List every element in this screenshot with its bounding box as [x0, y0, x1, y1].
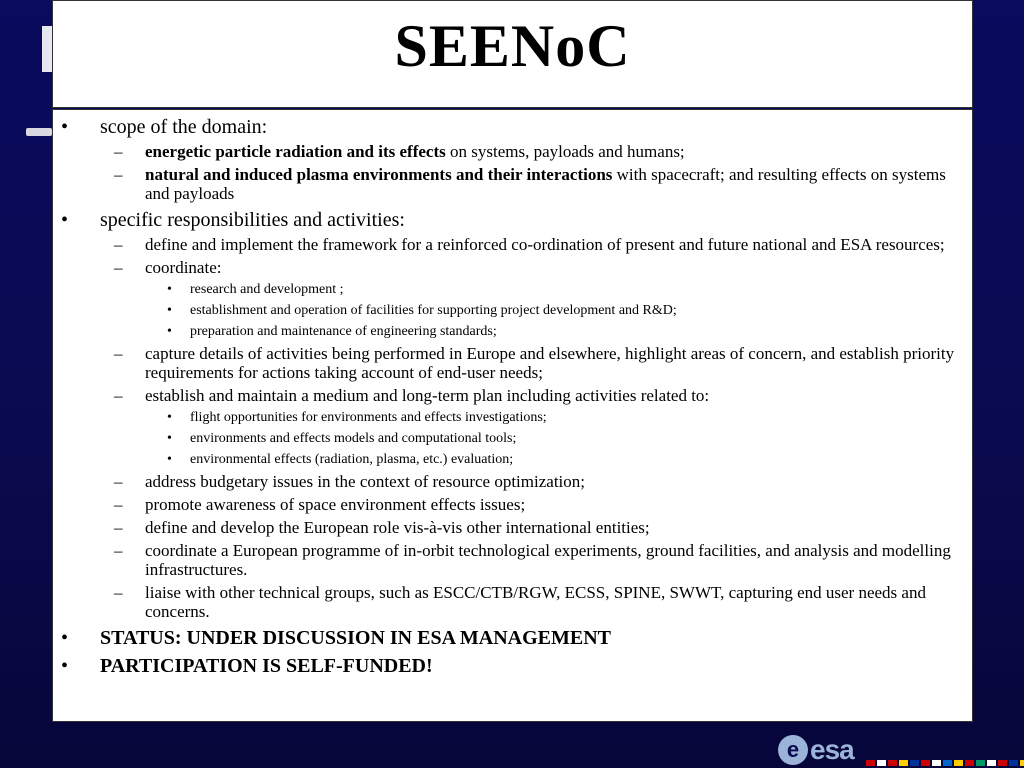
- flag-icon: [943, 760, 952, 766]
- sub-sub-bullet-text: establishment and operation of facilities for supporting project development and R&D;: [190, 303, 677, 318]
- background-bar: [26, 128, 52, 136]
- sub-sub-bullet-item: [145, 281, 958, 298]
- sub-bullet-bold-text: energetic particle radiation and its effects: [145, 142, 446, 161]
- dash-marker: –: [114, 386, 123, 405]
- flag-icon: [910, 760, 919, 766]
- sub-bullet-item: [100, 344, 958, 382]
- bullet-marker: •: [167, 324, 172, 339]
- sub-list: [100, 142, 972, 203]
- sub-sub-bullet-item: [145, 451, 958, 468]
- member-state-flags: [866, 760, 1024, 766]
- sub-sub-bullet-item: [145, 302, 958, 319]
- slide-title: SEENoC: [394, 12, 631, 79]
- sub-list: [100, 235, 972, 621]
- sub-bullet-item: [100, 165, 958, 203]
- esa-logo: [778, 734, 854, 766]
- sub-bullet-text: liaise with other technical groups, such as ESCC/CTB/RGW, ECSS, SPINE, SWWT, capturing end user needs and concerns.: [145, 583, 926, 621]
- dash-marker: –: [114, 258, 123, 277]
- dash-marker: –: [114, 541, 123, 560]
- bullet-text: PARTICIPATION IS SELF-FUNDED!: [100, 655, 433, 677]
- content-box: [52, 109, 973, 722]
- flag-icon: [987, 760, 996, 766]
- sub-bullet-bold-text: natural and induced plasma environments and their interactions: [145, 165, 613, 184]
- bullet-marker: •: [167, 431, 172, 446]
- flag-icon: [954, 760, 963, 766]
- sub-bullet-text: establish and maintain a medium and long-term plan including activities related to:: [145, 386, 710, 405]
- sub-bullet-text: coordinate:: [145, 258, 222, 277]
- sub-bullet-item: [100, 541, 958, 579]
- bullet-text: STATUS: UNDER DISCUSSION IN ESA MANAGEMENT: [100, 627, 612, 649]
- sub-bullet-item: [100, 472, 958, 491]
- sub-bullet-text: promote awareness of space environment effects issues;: [145, 495, 526, 514]
- sub-sub-list: [145, 281, 958, 340]
- bullet-marker: •: [61, 655, 69, 677]
- bullet-marker: •: [167, 410, 172, 425]
- sub-bullet-text: define and develop the European role vis-à-vis other international entities;: [145, 518, 650, 537]
- sub-sub-bullet-text: preparation and maintenance of engineering standards;: [190, 324, 497, 339]
- flag-icon: [965, 760, 974, 766]
- bullet-marker: •: [167, 452, 172, 467]
- bullet-item: [53, 116, 972, 203]
- flag-icon: [1009, 760, 1018, 766]
- bullet-item: [53, 627, 972, 649]
- sub-bullet-item: [100, 583, 958, 621]
- sub-bullet-item: [100, 495, 958, 514]
- bullet-marker: •: [61, 116, 69, 138]
- dash-marker: –: [114, 142, 123, 161]
- bullet-text: specific responsibilities and activities:: [100, 209, 405, 231]
- bullet-marker: •: [61, 209, 69, 231]
- sub-bullet-item: [100, 386, 958, 468]
- flag-icon: [866, 760, 875, 766]
- sub-sub-bullet-text: flight opportunities for environments and effects investigations;: [190, 410, 547, 425]
- bullet-marker: •: [167, 303, 172, 318]
- esa-logo-mark: e: [778, 735, 808, 765]
- dash-marker: –: [114, 518, 123, 537]
- flag-icon: [976, 760, 985, 766]
- title-box: [52, 0, 973, 108]
- dash-marker: –: [114, 165, 123, 184]
- dash-marker: –: [114, 495, 123, 514]
- bullet-list: [53, 110, 972, 677]
- flag-icon: [998, 760, 1007, 766]
- sub-bullet-item: [100, 235, 958, 254]
- sub-sub-bullet-item: [145, 409, 958, 426]
- sub-bullet-text: with spacecraft; and resulting effects on systems and payloads: [145, 165, 946, 203]
- bullet-marker: •: [61, 627, 69, 649]
- bullet-text: scope of the domain:: [100, 116, 268, 138]
- sub-bullet-item: [100, 142, 958, 161]
- sub-bullet-text: coordinate a European programme of in-orbit technological experiments, ground facilities, and analysis and modelling infrastructures.: [145, 541, 951, 579]
- sub-bullet-text: address budgetary issues in the context of resource optimization;: [145, 472, 585, 491]
- sub-sub-bullet-item: [145, 323, 958, 340]
- sub-bullet-text: capture details of activities being performed in Europe and elsewhere, highlight areas of concern, and establish priority requirements for actions taking account of end-user needs;: [145, 344, 955, 382]
- sub-sub-bullet-text: research and development ;: [190, 282, 344, 297]
- dash-marker: –: [114, 583, 123, 602]
- sub-sub-bullet-item: [145, 430, 958, 447]
- sub-bullet-text: define and implement the framework for a reinforced co-ordination of present and future national and ESA resources;: [145, 235, 945, 254]
- flag-icon: [888, 760, 897, 766]
- esa-logo-text: esa: [810, 734, 854, 765]
- dash-marker: –: [114, 472, 123, 491]
- sub-sub-bullet-text: environmental effects (radiation, plasma, etc.) evaluation;: [190, 452, 514, 467]
- flag-icon: [921, 760, 930, 766]
- flag-icon: [1020, 760, 1024, 766]
- dash-marker: –: [114, 235, 123, 254]
- sub-sub-bullet-text: environments and effects models and computational tools;: [190, 431, 517, 446]
- bullet-item: [53, 209, 972, 621]
- dash-marker: –: [114, 344, 123, 363]
- sub-bullet-text: on systems, payloads and humans;: [445, 142, 685, 161]
- sub-sub-list: [145, 409, 958, 468]
- bullet-item: [53, 655, 972, 677]
- flag-icon: [899, 760, 908, 766]
- sub-bullet-item: [100, 518, 958, 537]
- flag-icon: [932, 760, 941, 766]
- bullet-marker: •: [167, 282, 172, 297]
- sub-bullet-item: [100, 258, 958, 340]
- flag-icon: [877, 760, 886, 766]
